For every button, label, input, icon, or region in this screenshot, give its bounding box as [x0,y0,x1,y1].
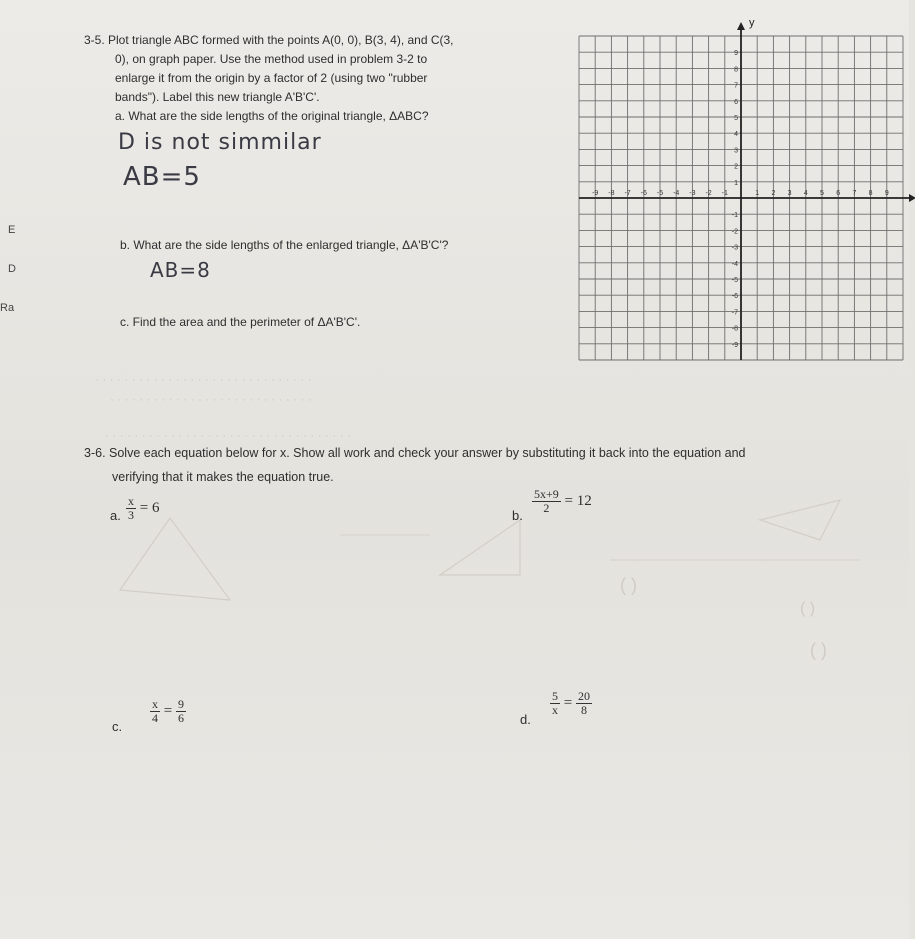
equation-a-label: a. [110,508,121,523]
y-axis-label: y [749,17,755,29]
y-tick-label: 8 [734,66,738,74]
x-tick-label: -7 [624,190,631,197]
problem-3-5-title-line: enlarge it from the origin by a factor of 2 (using two "rubber [115,71,428,85]
equation-b-rhs: = 12 [564,492,592,509]
bleed-through-text: · · · · · · · · · · · · · · · · · · · · · · · · · · · · · · [95,372,312,386]
y-tick-label: -8 [731,325,738,333]
equation-d-label: d. [520,712,531,727]
equation-a-numerator: x [128,494,134,508]
y-tick-label: -1 [731,212,738,220]
y-tick-label: 2 [734,163,738,171]
equation-d-right-denominator: 8 [580,703,587,717]
problem-3-5-title-line: 0), on graph paper. Use the method used in problem 3-2 to [115,52,428,66]
bleed-through-text: ( ) [800,600,816,617]
y-tick-label: -2 [731,228,738,236]
y-tick-label: -4 [731,260,738,268]
y-tick-label: 6 [734,98,738,106]
x-tick-label: 1 [755,190,760,197]
x-tick-label: -4 [673,190,680,197]
equation-b [532,488,592,515]
equation-c-right-numerator: 9 [177,697,184,711]
y-tick-label: -7 [731,309,738,317]
equation-a [126,495,159,522]
equation-d-left-numerator: 5 [552,689,558,703]
margin-mark: Ra [0,302,15,314]
y-tick-label: 1 [734,179,738,187]
coordinate-grid [555,10,915,349]
margin-mark: D [8,263,16,275]
handwritten-answer-b: AB=8 [150,258,211,282]
equation-d-equals: = [563,694,573,711]
equation-c-equals: = [163,702,173,719]
bleed-through-text: ( ) [810,640,827,660]
bleed-through-text: · · · · · · · · · · · · · · · · · · · · · · · · · · · · · · · · · · [105,428,351,442]
equation-c-left-numerator: x [152,697,158,711]
y-tick-label: -3 [731,244,738,252]
bleed-through-text: ( ) [620,575,637,595]
equation-a-rhs: = 6 [139,499,160,516]
x-tick-label: -8 [608,190,615,197]
equation-b-label: b. [512,508,523,523]
problem-3-5-part-b: b. What are the side lengths of the enlarged triangle, ΔA'B'C'? [120,238,449,252]
x-tick-label: -1 [721,190,728,197]
x-tick-label: -6 [640,190,647,197]
equation-d-right-fraction [576,690,592,717]
x-tick-label: -9 [592,190,599,197]
x-tick-label: 7 [852,190,857,197]
margin-mark: E [8,224,16,236]
x-tick-label: 9 [884,190,889,197]
equation-c-right-denominator: 6 [177,711,184,725]
problem-3-5-part-a: a. What are the side lengths of the original triangle, ΔABC? [115,109,429,123]
equation-c-left-denominator: 4 [152,711,158,725]
x-tick-label: 2 [771,190,776,197]
problem-3-6-title-line1: 3-6. Solve each equation below for x. Show all work and check your answer by substituting it back into the equation and [84,446,746,460]
equation-b-numerator: 5x+9 [534,487,559,501]
equation-b-fraction [532,488,561,515]
handwritten-answer-a-line2: AB=5 [123,162,201,192]
problem-3-5-part-c: c. Find the area and the perimeter of ΔA'B'C'. [120,315,361,329]
y-tick-label: 5 [734,115,738,122]
equation-c-right-fraction [176,698,186,725]
y-tick-label: 4 [734,131,738,139]
x-tick-label: 6 [836,190,841,197]
x-axis-arrow [909,194,915,202]
x-tick-label: -2 [705,190,712,197]
problem-3-5-title-line: bands"). Label this new triangle A'B'C'. [115,90,320,104]
y-tick-label: -5 [731,277,738,284]
y-tick-label: 3 [734,147,738,155]
equation-c-label: c. [112,719,123,734]
handwritten-answer-a-line1: D is not simmilar [118,130,322,155]
equation-a-denominator: 3 [128,508,134,522]
y-tick-label: -6 [731,293,738,301]
problem-3-5-title-line: 3-5. Plot triangle ABC formed with the points A(0, 0), B(3, 4), and C(3, [84,33,454,47]
bleed-through-text: · · · · · · · · · · · · · · · · · · · · · · · · · · · · [110,392,312,406]
equation-c-left-fraction [150,698,160,725]
y-axis-arrow [737,22,745,30]
y-tick-label: -9 [731,341,738,349]
equation-d-left-denominator: x [552,703,558,717]
x-tick-label: 3 [787,190,792,197]
equation-a-fraction [126,495,136,522]
equation-b-denominator: 2 [543,501,550,515]
y-tick-label: 7 [734,82,738,90]
x-tick-label: -5 [656,190,664,197]
equation-d-left-fraction [550,690,560,717]
equation-d [550,690,592,717]
y-tick-label: 9 [734,50,738,58]
x-tick-label: 5 [820,190,824,197]
x-tick-label: 4 [803,190,808,197]
problem-3-6-title-line2: verifying that it makes the equation true. [112,470,334,484]
x-tick-label: -3 [689,190,696,197]
equation-c [150,698,186,725]
x-tick-label: 8 [868,190,873,197]
equation-d-right-numerator: 20 [577,689,590,703]
